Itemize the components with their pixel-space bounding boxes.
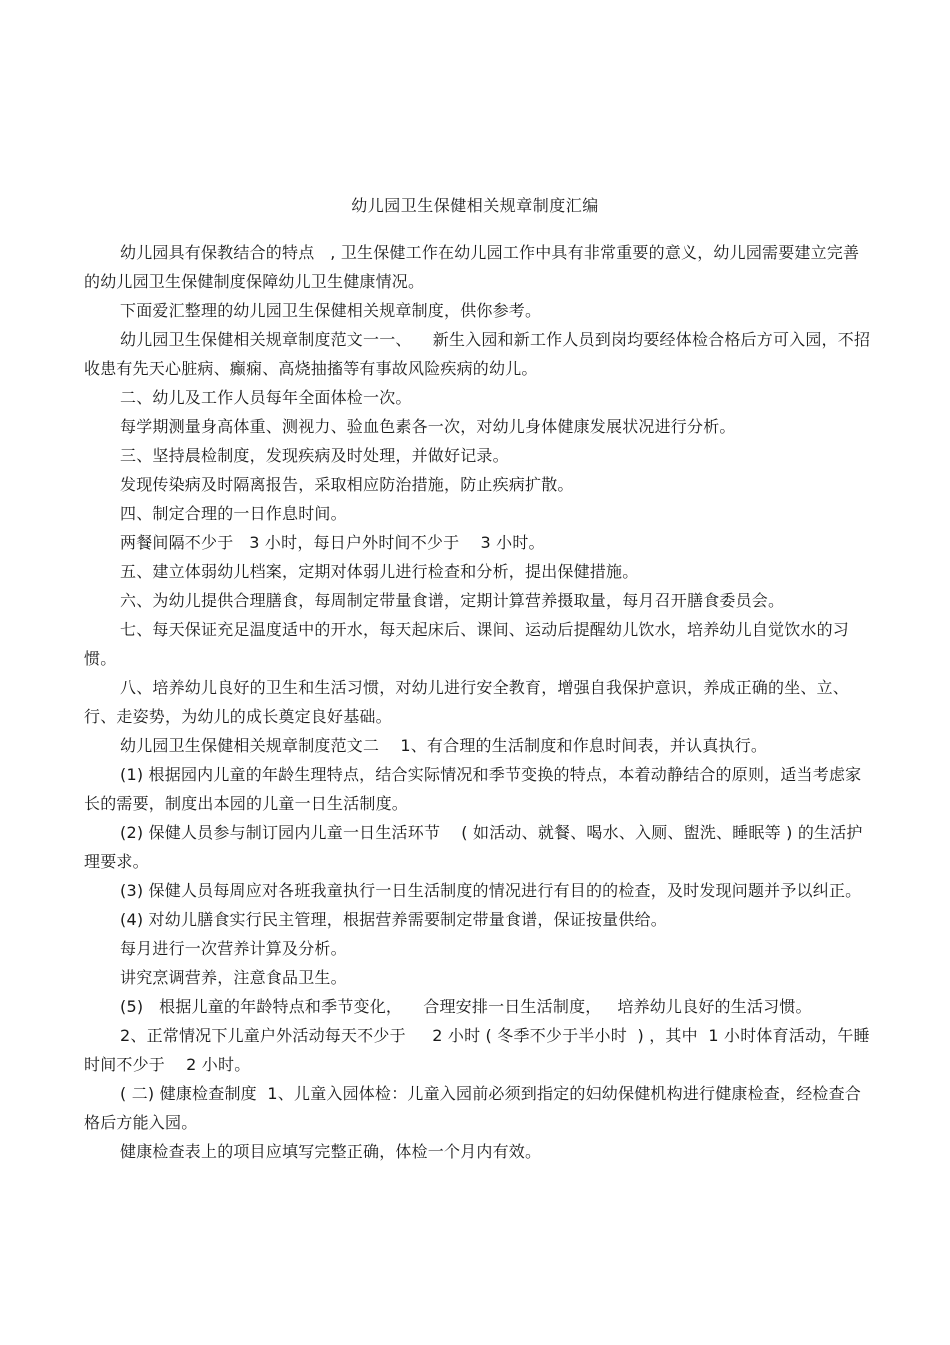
paragraph: 两餐间隔不少于 3 小时，每日户外时间不少于 3 小时。 xyxy=(120,533,545,552)
paragraph: 八、培养幼儿良好的卫生和生活习惯，对幼儿进行安全教育，增强自我保护意识，养成正确的坐、立、行、走姿势，为幼儿的成长奠定良好基础。 xyxy=(84,678,850,726)
paragraph: 三、坚持晨检制度，发现疾病及时处理，并做好记录。 xyxy=(120,446,509,465)
paragraph: 2、正常情况下儿童户外活动每天不少于 2 小时 ( 冬季不少于半小时 ) ，其中 1 小时体育活动，午睡时间不少于 2 小时。 xyxy=(84,1026,870,1074)
paragraph: 每学期测量身高体重、测视力、验血色素各一次，对幼儿身体健康发展状况进行分析。 xyxy=(120,417,736,436)
paragraph: 幼儿园卫生保健相关规章制度范文一一、 新生入园和新工作人员到岗均要经体检合格后方可入园，不招收患有先天心脏病、癫痫、高烧抽搐等有事故风险疾病的幼儿。 xyxy=(84,330,871,378)
paragraph: (4) 对幼儿膳食实行民主管理，根据营养需要制定带量食谱，保证按量供给。 xyxy=(120,910,667,929)
paragraph: 讲究烹调营养，注意食品卫生。 xyxy=(120,968,347,987)
paragraph: 下面爱汇整理的幼儿园卫生保健相关规章制度，供你参考。 xyxy=(120,301,542,320)
document-title: 幼儿园卫生保健相关规章制度汇编 xyxy=(351,196,599,215)
paragraph: 五、建立体弱幼儿档案，定期对体弱儿进行检查和分析，提出保健措施。 xyxy=(120,562,639,581)
paragraph: 二、幼儿及工作人员每年全面体检一次。 xyxy=(120,388,412,407)
paragraph: 四、制定合理的一日作息时间。 xyxy=(120,504,347,523)
paragraph: (1) 根据园内儿童的年龄生理特点，结合实际情况和季节变换的特点，本着动静结合的原则，适当考虑家长的需要，制度出本园的儿童一日生活制度。 xyxy=(84,765,862,813)
document-body xyxy=(84,238,874,1166)
paragraph: 幼儿园具有保教结合的特点 , 卫生保健工作在幼儿园工作中具有非常重要的意义，幼儿园需要建立完善的幼儿园卫生保健制度保障幼儿卫生健康情况。 xyxy=(84,243,860,291)
paragraph: (2) 保健人员参与制订园内儿童一日生活环节 ( 如活动、就餐、喝水、入厕、盥洗、睡眠等 ) 的生活护理要求。 xyxy=(84,823,863,871)
paragraph: 健康检查表上的项目应填写完整正确，体检一个月内有效。 xyxy=(120,1142,542,1161)
paragraph: 七、每天保证充足温度适中的开水，每天起床后、课间、运动后提醒幼儿饮水，培养幼儿自觉饮水的习惯。 xyxy=(84,620,850,668)
paragraph: (3) 保健人员每周应对各班我童执行一日生活制度的情况进行有目的的检查，及时发现问题并予以纠正。 xyxy=(120,881,862,900)
paragraph: 幼儿园卫生保健相关规章制度范文二 1、有合理的生活制度和作息时间表，并认真执行。 xyxy=(120,736,768,755)
paragraph: ( 二) 健康检查制度 1、儿童入园体检：儿童入园前必须到指定的妇幼保健机构进行健康检查，经检查合格后方能入园。 xyxy=(84,1084,862,1132)
paragraph: 每月进行一次营养计算及分析。 xyxy=(120,939,347,958)
paragraph: (5) 根据儿童的年龄特点和季节变化， 合理安排一日生活制度， 培养幼儿良好的生活习惯。 xyxy=(120,997,812,1016)
paragraph: 发现传染病及时隔离报告，采取相应防治措施，防止疾病扩散。 xyxy=(120,475,574,494)
paragraph: 六、为幼儿提供合理膳食，每周制定带量食谱，定期计算营养摄取量，每月召开膳食委员会。 xyxy=(120,591,785,610)
